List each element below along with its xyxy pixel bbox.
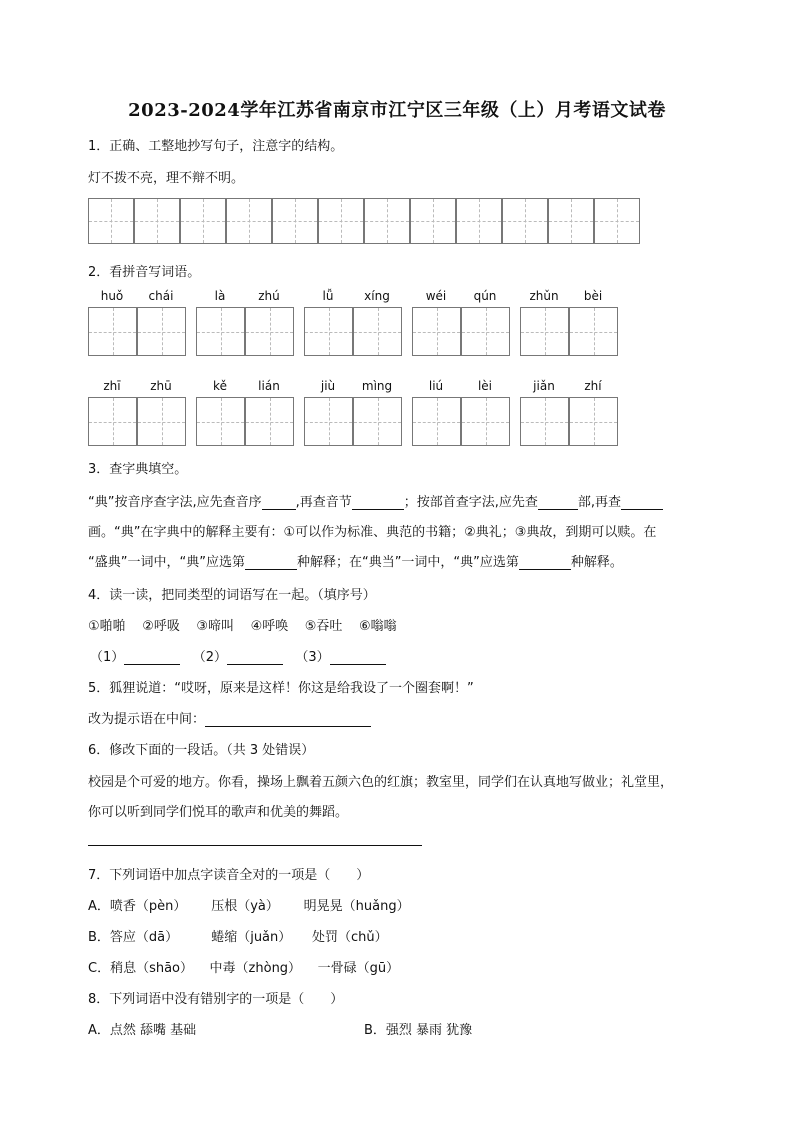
q4-blank-1[interactable] xyxy=(124,664,180,665)
question-2: 2．看拼音写词语。 xyxy=(88,265,201,280)
q4-item: ④呼唤 xyxy=(250,619,289,634)
question-5: 5．狐狸说道：“哎呀，原来是这样！你这是给我设了一个圈套啊！” xyxy=(88,681,474,696)
copy-grid-cell[interactable] xyxy=(88,198,134,244)
pinyin-answer-cell[interactable] xyxy=(569,307,618,356)
pinyin-answer-cell[interactable] xyxy=(196,397,245,446)
copy-grid-cell[interactable] xyxy=(456,198,502,244)
q3-text-e: “盛典”一词中，“典”应选第 xyxy=(88,555,245,570)
pinyin-label: zhū xyxy=(150,379,172,393)
q4-items xyxy=(88,615,397,634)
q7-a-word: A．喷香（pèn） xyxy=(88,899,187,914)
q3-text-c: ；按部首查字法,应先查 xyxy=(403,495,538,510)
copy-grid-cell[interactable] xyxy=(594,198,640,244)
pinyin-label: kě xyxy=(213,379,227,393)
q5-prompt: 改为提示语在中间： xyxy=(88,712,206,727)
pinyin-label: xíng xyxy=(364,289,390,303)
copy-grid-cell[interactable] xyxy=(226,198,272,244)
q3-blank-4[interactable] xyxy=(621,509,663,510)
pinyin-label: wéi xyxy=(425,289,447,303)
pinyin-label: zhī xyxy=(103,379,121,393)
copy-sentence: 灯不拨不亮，理不辩不明。 xyxy=(88,171,245,186)
q4-blank-3[interactable] xyxy=(330,664,386,665)
pinyin-label: lǚ xyxy=(322,289,334,303)
question-4: 4．读一读，把同类型的词语写在一起。（填序号） xyxy=(88,588,376,603)
q4-item: ②呼吸 xyxy=(142,619,180,634)
pinyin-answer-cell[interactable] xyxy=(520,397,569,446)
q7-c-word: 中毒（zhòng） xyxy=(209,961,302,976)
pinyin-answer-cell[interactable] xyxy=(304,307,353,356)
copy-grid-cell[interactable] xyxy=(410,198,456,244)
pinyin-answer-cell[interactable] xyxy=(520,307,569,356)
copy-grid-cell[interactable] xyxy=(272,198,318,244)
page-title: 2023-2024学年江苏省南京市江宁区三年级（上）月考语文试卷 xyxy=(128,100,666,121)
q8-option-b[interactable]: B．强烈 暴雨 犹豫 xyxy=(364,1023,473,1038)
pinyin-label: qún xyxy=(473,289,497,303)
q4-blank-2[interactable] xyxy=(227,664,283,665)
q7-b-word: 处罚（chǔ） xyxy=(311,930,388,945)
q7-c-word: 一骨碌（gū） xyxy=(317,961,400,976)
pinyin-answer-cell[interactable] xyxy=(245,307,294,356)
q3-blank-5[interactable] xyxy=(245,569,297,570)
q5-prompt-line xyxy=(88,708,371,727)
pinyin-answer-cell[interactable] xyxy=(461,307,510,356)
question-6: 6．修改下面的一段话。（共 3 处错误） xyxy=(88,743,315,758)
q3-blank-6[interactable] xyxy=(519,569,571,570)
q7-option-a[interactable] xyxy=(88,895,410,914)
pinyin-label: là xyxy=(214,289,226,303)
pinyin-label: lián xyxy=(258,379,280,393)
pinyin-label: lèi xyxy=(477,379,493,393)
q4-blanks xyxy=(90,646,386,665)
pinyin-answer-cell[interactable] xyxy=(412,307,461,356)
pinyin-label: liú xyxy=(428,379,444,393)
q3-blank-2[interactable] xyxy=(352,509,404,510)
question-8: 8．下列词语中没有错别字的一项是（ ） xyxy=(88,992,344,1007)
copy-grid-cell[interactable] xyxy=(318,198,364,244)
q6-paragraph-2: 你可以听到同学们悦耳的歌声和优美的舞蹈。 xyxy=(88,805,349,820)
pinyin-label: mìng xyxy=(361,379,393,393)
copy-grid-cell[interactable] xyxy=(134,198,180,244)
q6-answer-line[interactable] xyxy=(88,845,422,846)
pinyin-label: jiù xyxy=(320,379,336,393)
pinyin-answer-cell[interactable] xyxy=(304,397,353,446)
pinyin-answer-cell[interactable] xyxy=(569,397,618,446)
q3-blank-1[interactable] xyxy=(262,509,296,510)
q3-text-a: “典”按音序查字法,应先查音序 xyxy=(88,495,262,510)
pinyin-answer-cell[interactable] xyxy=(461,397,510,446)
question-1: 1．正确、工整地抄写句子，注意字的结构。 xyxy=(88,139,344,154)
pinyin-label: chái xyxy=(148,289,174,303)
question-3: 3．查字典填空。 xyxy=(88,462,188,477)
q4-item: ①啪啪 xyxy=(88,619,126,634)
pinyin-label: bèi xyxy=(583,289,603,303)
q7-a-word: 明晃晃（huǎng） xyxy=(303,899,410,914)
q7-option-b[interactable] xyxy=(88,926,388,945)
q8-option-a[interactable]: A．点然 舔嘴 基础 xyxy=(88,1023,197,1038)
q4-blank-label: （2） xyxy=(192,650,227,665)
q7-c-word: C．稍息（shāo） xyxy=(88,961,194,976)
q3-text-g: 种解释。 xyxy=(570,555,623,570)
pinyin-answer-cell[interactable] xyxy=(353,307,402,356)
q7-b-word: 蜷缩（juǎn） xyxy=(211,930,292,945)
q7-option-c[interactable] xyxy=(88,957,399,976)
pinyin-answer-cell[interactable] xyxy=(196,307,245,356)
q4-item: ③啼叫 xyxy=(196,619,235,634)
pinyin-answer-cell[interactable] xyxy=(137,307,186,356)
q4-item: ⑤吞吐 xyxy=(304,619,343,634)
pinyin-label: zhǔn xyxy=(529,289,559,303)
q3-line-2: 画。“典”在字典中的解释主要有：①可以作为标准、典范的书籍；②典礼；③典故，到期可以赎。在 xyxy=(88,525,657,540)
q4-item: ⑥嗡嗡 xyxy=(358,619,397,634)
pinyin-answer-cell[interactable] xyxy=(88,307,137,356)
q6-paragraph-1: 校园是个可爱的地方。你看，操场上飘着五颜六色的红旗；教室里，同学们在认真地写做业；礼堂里， xyxy=(88,775,674,790)
pinyin-answer-cell[interactable] xyxy=(245,397,294,446)
copy-grid-cell[interactable] xyxy=(548,198,594,244)
q5-answer-blank[interactable] xyxy=(205,726,371,727)
pinyin-label: jiǎn xyxy=(533,379,555,393)
q3-text-f: 种解释；在“典当”一词中，“典”应选第 xyxy=(296,555,519,570)
q7-a-word: 压根（yà） xyxy=(211,899,279,914)
q4-blank-label: （1） xyxy=(90,650,125,665)
q3-blank-3[interactable] xyxy=(538,509,578,510)
q3-line-1 xyxy=(88,491,663,510)
pinyin-answer-cell[interactable] xyxy=(412,397,461,446)
q4-blank-label: （3） xyxy=(295,650,330,665)
pinyin-label: zhú xyxy=(258,289,280,303)
copy-grid-cell[interactable] xyxy=(180,198,226,244)
q3-line-3 xyxy=(88,551,623,570)
q7-b-word: B．答应（dā） xyxy=(88,930,179,945)
copy-grid-cell[interactable] xyxy=(502,198,548,244)
pinyin-label: huǒ xyxy=(100,289,124,303)
copy-grid-cell[interactable] xyxy=(364,198,410,244)
pinyin-label: zhí xyxy=(584,379,602,393)
pinyin-answer-cell[interactable] xyxy=(353,397,402,446)
q3-text-b: ,再查音节 xyxy=(295,495,352,510)
pinyin-answer-cell[interactable] xyxy=(137,397,186,446)
q3-text-d: 部,再查 xyxy=(577,495,622,510)
question-7: 7．下列词语中加点字读音全对的一项是（ ） xyxy=(88,868,370,883)
pinyin-answer-cell[interactable] xyxy=(88,397,137,446)
